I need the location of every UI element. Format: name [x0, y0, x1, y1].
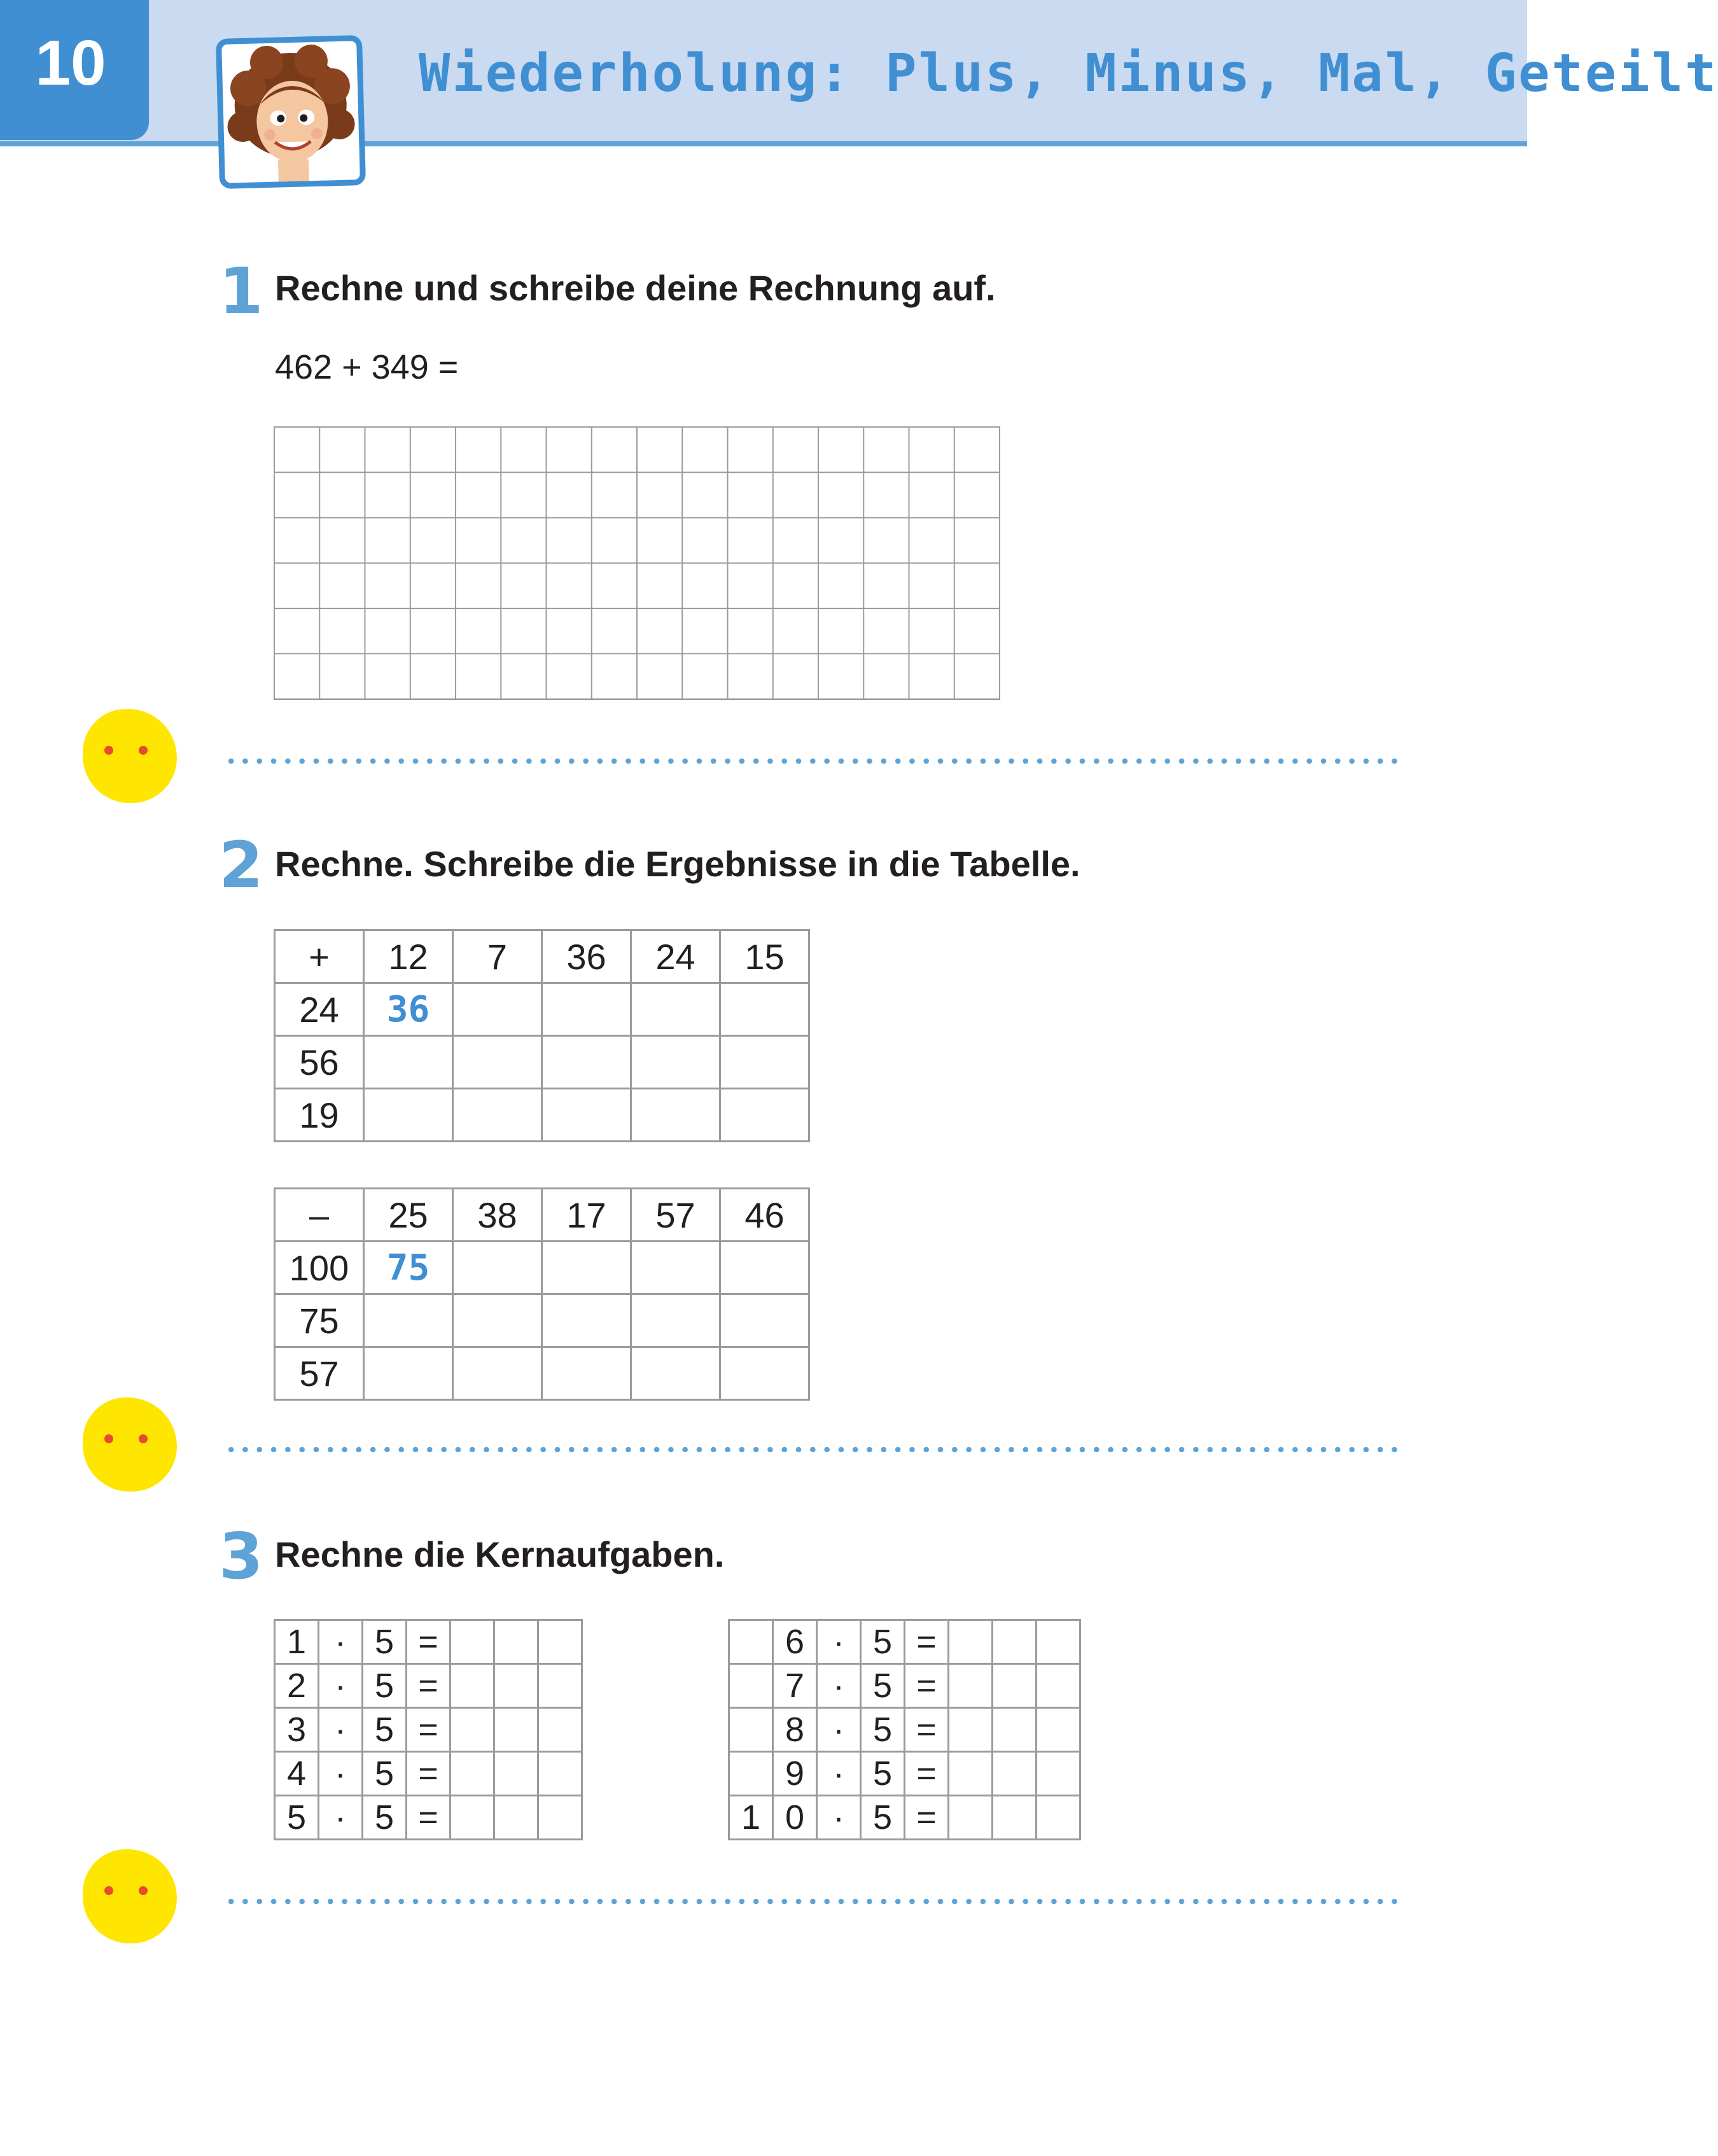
table-row — [275, 1242, 809, 1294]
answer-cell[interactable] — [949, 1796, 993, 1840]
table-row — [729, 1796, 1080, 1840]
factor-cell: 5 — [861, 1664, 905, 1708]
answer-cell[interactable] — [450, 1796, 494, 1840]
equals-cell: = — [905, 1620, 949, 1664]
answer-cell[interactable] — [494, 1620, 538, 1664]
answer-cell[interactable] — [494, 1796, 538, 1840]
answer-cell[interactable] — [720, 1347, 809, 1400]
answer-cell[interactable] — [1037, 1620, 1080, 1664]
equals-cell: = — [407, 1752, 450, 1796]
equals-cell: = — [407, 1620, 450, 1664]
table-row — [275, 1796, 582, 1840]
factor-cell: 6 — [773, 1620, 817, 1664]
factor-cell: 5 — [363, 1620, 407, 1664]
answer-cell[interactable] — [450, 1620, 494, 1664]
answer-cell[interactable] — [453, 1294, 542, 1347]
equals-cell: = — [905, 1664, 949, 1708]
smiley-eye-icon — [139, 1886, 148, 1895]
column-header: 25 — [364, 1189, 453, 1242]
table-row — [275, 1752, 582, 1796]
answer-cell[interactable] — [538, 1620, 582, 1664]
factor-cell: 2 — [275, 1664, 319, 1708]
smiley-eye-icon — [104, 1886, 113, 1895]
dot-cell: · — [319, 1664, 363, 1708]
smiley-face-icon — [83, 709, 177, 803]
answer-cell[interactable] — [993, 1708, 1037, 1752]
answer-cell[interactable] — [1037, 1796, 1080, 1840]
equals-cell: = — [407, 1664, 450, 1708]
factor-cell: 3 — [275, 1708, 319, 1752]
dot-cell: · — [817, 1796, 861, 1840]
answer-cell[interactable] — [453, 1036, 542, 1089]
dotted-divider — [224, 759, 1400, 764]
factor-cell: 5 — [861, 1708, 905, 1752]
table-row — [729, 1708, 1080, 1752]
factor-cell: 5 — [363, 1708, 407, 1752]
equals-cell: = — [407, 1796, 450, 1840]
answer-cell[interactable] — [993, 1620, 1037, 1664]
answer-cell[interactable] — [631, 1347, 720, 1400]
task-1-instruction: Rechne und schreibe deine Rechnung auf. — [275, 268, 996, 308]
answer-cell[interactable] — [538, 1664, 582, 1708]
table-row — [275, 1294, 809, 1347]
equals-cell: = — [905, 1752, 949, 1796]
girl-face-icon — [216, 35, 366, 189]
column-header: 36 — [542, 930, 631, 983]
row-header: 19 — [275, 1089, 364, 1142]
answer-cell[interactable] — [364, 1036, 453, 1089]
answer-cell[interactable] — [1037, 1664, 1080, 1708]
row-header: 56 — [275, 1036, 364, 1089]
table-row — [275, 930, 809, 983]
task-1-expression: 462 + 349 = — [275, 348, 459, 386]
smiley-eye-icon — [139, 1434, 148, 1443]
dot-cell: · — [817, 1708, 861, 1752]
tens-cell — [729, 1708, 773, 1752]
subtraction-table — [274, 1187, 810, 1401]
answer-cell[interactable] — [993, 1796, 1037, 1840]
smiley-face-icon — [83, 1849, 177, 1943]
answer-cell[interactable] — [453, 1242, 542, 1294]
operator-cell: + — [275, 930, 364, 983]
column-header: 38 — [453, 1189, 542, 1242]
row-header: 24 — [275, 983, 364, 1036]
table-row — [275, 1189, 809, 1242]
column-header: 24 — [631, 930, 720, 983]
tens-cell — [729, 1620, 773, 1664]
answer-cell[interactable] — [494, 1664, 538, 1708]
answer-cell[interactable] — [364, 1347, 453, 1400]
answer-cell[interactable] — [949, 1664, 993, 1708]
answer-cell[interactable] — [494, 1752, 538, 1796]
answer-cell[interactable] — [453, 1089, 542, 1142]
answer-cell[interactable] — [538, 1796, 582, 1840]
task-3-instruction: Rechne die Kernaufgaben. — [275, 1534, 725, 1574]
equals-cell: = — [905, 1708, 949, 1752]
answer-cell[interactable] — [542, 1347, 631, 1400]
task-3-number: 3 — [219, 1519, 263, 1593]
answer-cell[interactable] — [494, 1708, 538, 1752]
row-header: 100 — [275, 1242, 364, 1294]
answer-cell[interactable] — [453, 1347, 542, 1400]
factor-cell: 5 — [861, 1796, 905, 1840]
answer-cell[interactable] — [720, 1089, 809, 1142]
answer-cell[interactable] — [993, 1752, 1037, 1796]
answer-cell[interactable] — [720, 983, 809, 1036]
factor-cell: 4 — [275, 1752, 319, 1796]
smiley-eye-icon — [104, 746, 113, 755]
dot-cell: · — [319, 1796, 363, 1840]
column-header: 17 — [542, 1189, 631, 1242]
column-header: 15 — [720, 930, 809, 983]
row-header: 75 — [275, 1294, 364, 1347]
answer-cell[interactable] — [364, 1089, 453, 1142]
table-row — [275, 1036, 809, 1089]
answer-cell[interactable] — [364, 1294, 453, 1347]
answer-cell[interactable] — [450, 1708, 494, 1752]
answer-cell[interactable] — [1037, 1752, 1080, 1796]
task-2-instruction: Rechne. Schreibe die Ergebnisse in die Tabelle. — [275, 844, 1080, 884]
page-number: 10 — [35, 27, 106, 99]
answer-cell[interactable] — [453, 983, 542, 1036]
factor-cell: 5 — [275, 1796, 319, 1840]
factor-cell: 5 — [861, 1752, 905, 1796]
answer-cell[interactable] — [1037, 1708, 1080, 1752]
tens-cell — [729, 1664, 773, 1708]
table-row — [275, 1664, 582, 1708]
smiley-eye-icon — [104, 1434, 113, 1443]
dotted-divider — [224, 1447, 1400, 1452]
answer-cell[interactable] — [720, 1242, 809, 1294]
dot-cell: · — [817, 1620, 861, 1664]
dot-cell: · — [319, 1620, 363, 1664]
answer-cell[interactable] — [542, 1294, 631, 1347]
factor-cell: 9 — [773, 1752, 817, 1796]
answer-cell[interactable] — [450, 1664, 494, 1708]
column-header: 46 — [720, 1189, 809, 1242]
column-header: 12 — [364, 930, 453, 983]
factor-cell: 5 — [363, 1664, 407, 1708]
table-row — [275, 1708, 582, 1752]
equals-cell: = — [407, 1708, 450, 1752]
smiley-face-icon — [83, 1397, 177, 1492]
factor-cell: 7 — [773, 1664, 817, 1708]
factor-cell: 5 — [363, 1752, 407, 1796]
table-row — [729, 1752, 1080, 1796]
column-header: 57 — [631, 1189, 720, 1242]
multiplication-grid-right — [728, 1619, 1081, 1840]
dot-cell: · — [817, 1752, 861, 1796]
answer-cell[interactable] — [542, 1242, 631, 1294]
factor-cell: 8 — [773, 1708, 817, 1752]
answer-cell[interactable] — [542, 983, 631, 1036]
table-row — [275, 1347, 809, 1400]
factor-cell: 0 — [773, 1796, 817, 1840]
answer-cell[interactable] — [949, 1752, 993, 1796]
column-header: 7 — [453, 930, 542, 983]
answer-cell[interactable] — [450, 1752, 494, 1796]
answer-cell[interactable] — [542, 1089, 631, 1142]
example-answer: 36 — [364, 983, 453, 1036]
row-header: 57 — [275, 1347, 364, 1400]
operator-cell: – — [275, 1189, 364, 1242]
equals-cell: = — [905, 1796, 949, 1840]
answer-cell[interactable] — [949, 1708, 993, 1752]
smiley-eye-icon — [139, 746, 148, 755]
multiplication-grid-left — [274, 1619, 583, 1840]
answer-cell[interactable] — [538, 1752, 582, 1796]
tens-cell — [729, 1752, 773, 1796]
answer-cell[interactable] — [538, 1708, 582, 1752]
answer-cell[interactable] — [631, 1036, 720, 1089]
table-row — [275, 1089, 809, 1142]
answer-cell[interactable] — [720, 1294, 809, 1347]
dotted-divider — [224, 1899, 1400, 1904]
table-row — [729, 1620, 1080, 1664]
table-row — [729, 1664, 1080, 1708]
answer-cell[interactable] — [949, 1620, 993, 1664]
answer-cell[interactable] — [631, 983, 720, 1036]
factor-cell: 1 — [275, 1620, 319, 1664]
task-2-number: 2 — [219, 828, 263, 902]
example-answer: 75 — [364, 1242, 453, 1294]
answer-cell[interactable] — [631, 1294, 720, 1347]
answer-cell[interactable] — [720, 1036, 809, 1089]
table-row — [275, 1620, 582, 1664]
table-row — [275, 983, 809, 1036]
answer-cell[interactable] — [993, 1664, 1037, 1708]
dot-cell: · — [817, 1664, 861, 1708]
tens-cell: 1 — [729, 1796, 773, 1840]
addition-table — [274, 929, 810, 1142]
dot-cell: · — [319, 1752, 363, 1796]
task-1-writing-grid[interactable] — [274, 426, 1000, 700]
answer-cell[interactable] — [631, 1089, 720, 1142]
factor-cell: 5 — [861, 1620, 905, 1664]
factor-cell: 5 — [363, 1796, 407, 1840]
answer-cell[interactable] — [542, 1036, 631, 1089]
page-title: Wiederholung: Plus, Minus, Mal, Geteilt — [419, 43, 1718, 104]
task-1-number: 1 — [219, 254, 263, 328]
answer-cell[interactable] — [631, 1242, 720, 1294]
dot-cell: · — [319, 1708, 363, 1752]
